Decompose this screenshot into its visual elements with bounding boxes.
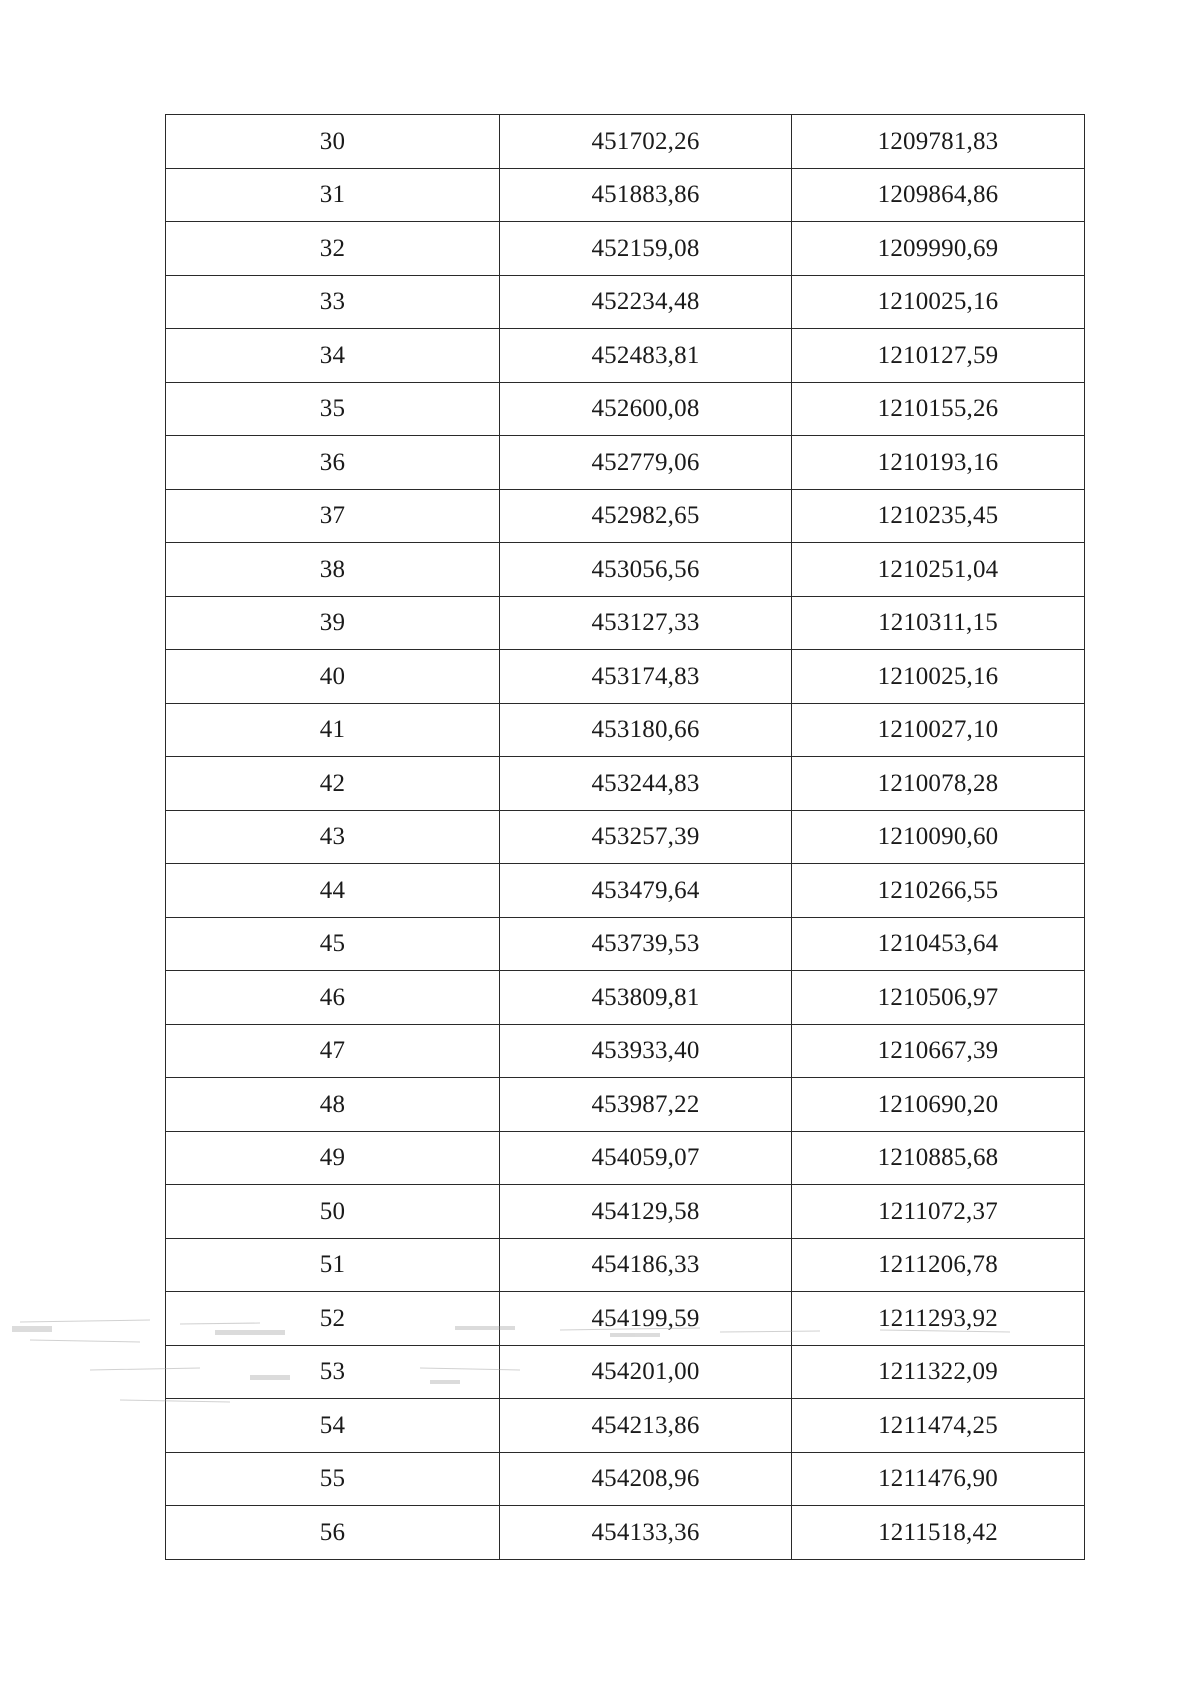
point-number-cell: 43 bbox=[166, 810, 500, 864]
x-coordinate-cell: 453174,83 bbox=[500, 650, 792, 704]
coordinates-table-body bbox=[166, 115, 1085, 1560]
table-row bbox=[166, 222, 1085, 276]
table-row bbox=[166, 115, 1085, 169]
y-coordinate-cell: 1210453,64 bbox=[792, 917, 1085, 971]
point-number-cell: 44 bbox=[166, 864, 500, 918]
y-coordinate-cell: 1210885,68 bbox=[792, 1131, 1085, 1185]
y-coordinate-cell: 1210506,97 bbox=[792, 971, 1085, 1025]
table-row bbox=[166, 1238, 1085, 1292]
table-row bbox=[166, 1506, 1085, 1560]
point-number-cell: 40 bbox=[166, 650, 500, 704]
point-number-cell: 31 bbox=[166, 168, 500, 222]
x-coordinate-cell: 454208,96 bbox=[500, 1452, 792, 1506]
point-number-cell: 38 bbox=[166, 543, 500, 597]
y-coordinate-cell: 1210078,28 bbox=[792, 757, 1085, 811]
y-coordinate-cell: 1210690,20 bbox=[792, 1078, 1085, 1132]
x-coordinate-cell: 453257,39 bbox=[500, 810, 792, 864]
table-row bbox=[166, 1399, 1085, 1453]
y-coordinate-cell: 1209990,69 bbox=[792, 222, 1085, 276]
point-number-cell: 50 bbox=[166, 1185, 500, 1239]
point-number-cell: 51 bbox=[166, 1238, 500, 1292]
point-number-cell: 34 bbox=[166, 329, 500, 383]
table-row bbox=[166, 810, 1085, 864]
table-row bbox=[166, 917, 1085, 971]
y-coordinate-cell: 1210027,10 bbox=[792, 703, 1085, 757]
y-coordinate-cell: 1211518,42 bbox=[792, 1506, 1085, 1560]
point-number-cell: 46 bbox=[166, 971, 500, 1025]
table-row bbox=[166, 382, 1085, 436]
y-coordinate-cell: 1210235,45 bbox=[792, 489, 1085, 543]
y-coordinate-cell: 1211072,37 bbox=[792, 1185, 1085, 1239]
x-coordinate-cell: 452159,08 bbox=[500, 222, 792, 276]
y-coordinate-cell: 1210193,16 bbox=[792, 436, 1085, 490]
y-coordinate-cell: 1210251,04 bbox=[792, 543, 1085, 597]
point-number-cell: 55 bbox=[166, 1452, 500, 1506]
point-number-cell: 37 bbox=[166, 489, 500, 543]
x-coordinate-cell: 454213,86 bbox=[500, 1399, 792, 1453]
y-coordinate-cell: 1209864,86 bbox=[792, 168, 1085, 222]
table-row bbox=[166, 1345, 1085, 1399]
table-row bbox=[166, 168, 1085, 222]
table-row bbox=[166, 1078, 1085, 1132]
x-coordinate-cell: 452982,65 bbox=[500, 489, 792, 543]
x-coordinate-cell: 452779,06 bbox=[500, 436, 792, 490]
table-row bbox=[166, 329, 1085, 383]
y-coordinate-cell: 1211206,78 bbox=[792, 1238, 1085, 1292]
point-number-cell: 47 bbox=[166, 1024, 500, 1078]
y-coordinate-cell: 1210025,16 bbox=[792, 275, 1085, 329]
point-number-cell: 52 bbox=[166, 1292, 500, 1346]
table-row bbox=[166, 1292, 1085, 1346]
point-number-cell: 36 bbox=[166, 436, 500, 490]
point-number-cell: 54 bbox=[166, 1399, 500, 1453]
y-coordinate-cell: 1210025,16 bbox=[792, 650, 1085, 704]
point-number-cell: 42 bbox=[166, 757, 500, 811]
table-row bbox=[166, 650, 1085, 704]
table-row bbox=[166, 1024, 1085, 1078]
table-row bbox=[166, 1452, 1085, 1506]
point-number-cell: 48 bbox=[166, 1078, 500, 1132]
table-row bbox=[166, 864, 1085, 918]
x-coordinate-cell: 453180,66 bbox=[500, 703, 792, 757]
point-number-cell: 45 bbox=[166, 917, 500, 971]
x-coordinate-cell: 453809,81 bbox=[500, 971, 792, 1025]
point-number-cell: 32 bbox=[166, 222, 500, 276]
point-number-cell: 41 bbox=[166, 703, 500, 757]
table-row bbox=[166, 703, 1085, 757]
point-number-cell: 30 bbox=[166, 115, 500, 169]
table-row bbox=[166, 489, 1085, 543]
x-coordinate-cell: 454199,59 bbox=[500, 1292, 792, 1346]
x-coordinate-cell: 454059,07 bbox=[500, 1131, 792, 1185]
point-number-cell: 35 bbox=[166, 382, 500, 436]
table-row bbox=[166, 1131, 1085, 1185]
table-row bbox=[166, 757, 1085, 811]
x-coordinate-cell: 453739,53 bbox=[500, 917, 792, 971]
y-coordinate-cell: 1210090,60 bbox=[792, 810, 1085, 864]
x-coordinate-cell: 454201,00 bbox=[500, 1345, 792, 1399]
point-number-cell: 39 bbox=[166, 596, 500, 650]
x-coordinate-cell: 454133,36 bbox=[500, 1506, 792, 1560]
table-row bbox=[166, 596, 1085, 650]
table-row bbox=[166, 971, 1085, 1025]
y-coordinate-cell: 1211322,09 bbox=[792, 1345, 1085, 1399]
x-coordinate-cell: 451702,26 bbox=[500, 115, 792, 169]
x-coordinate-cell: 453127,33 bbox=[500, 596, 792, 650]
y-coordinate-cell: 1210155,26 bbox=[792, 382, 1085, 436]
x-coordinate-cell: 452483,81 bbox=[500, 329, 792, 383]
x-coordinate-cell: 453987,22 bbox=[500, 1078, 792, 1132]
y-coordinate-cell: 1210667,39 bbox=[792, 1024, 1085, 1078]
point-number-cell: 56 bbox=[166, 1506, 500, 1560]
coordinates-table bbox=[165, 114, 1085, 1560]
point-number-cell: 49 bbox=[166, 1131, 500, 1185]
table-row bbox=[166, 436, 1085, 490]
x-coordinate-cell: 452234,48 bbox=[500, 275, 792, 329]
x-coordinate-cell: 454186,33 bbox=[500, 1238, 792, 1292]
table-row bbox=[166, 275, 1085, 329]
point-number-cell: 53 bbox=[166, 1345, 500, 1399]
table-row bbox=[166, 1185, 1085, 1239]
table-row bbox=[166, 543, 1085, 597]
y-coordinate-cell: 1210266,55 bbox=[792, 864, 1085, 918]
y-coordinate-cell: 1211474,25 bbox=[792, 1399, 1085, 1453]
y-coordinate-cell: 1210127,59 bbox=[792, 329, 1085, 383]
x-coordinate-cell: 453056,56 bbox=[500, 543, 792, 597]
x-coordinate-cell: 453244,83 bbox=[500, 757, 792, 811]
x-coordinate-cell: 451883,86 bbox=[500, 168, 792, 222]
x-coordinate-cell: 454129,58 bbox=[500, 1185, 792, 1239]
point-number-cell: 33 bbox=[166, 275, 500, 329]
y-coordinate-cell: 1209781,83 bbox=[792, 115, 1085, 169]
x-coordinate-cell: 452600,08 bbox=[500, 382, 792, 436]
y-coordinate-cell: 1211476,90 bbox=[792, 1452, 1085, 1506]
y-coordinate-cell: 1210311,15 bbox=[792, 596, 1085, 650]
x-coordinate-cell: 453933,40 bbox=[500, 1024, 792, 1078]
x-coordinate-cell: 453479,64 bbox=[500, 864, 792, 918]
y-coordinate-cell: 1211293,92 bbox=[792, 1292, 1085, 1346]
